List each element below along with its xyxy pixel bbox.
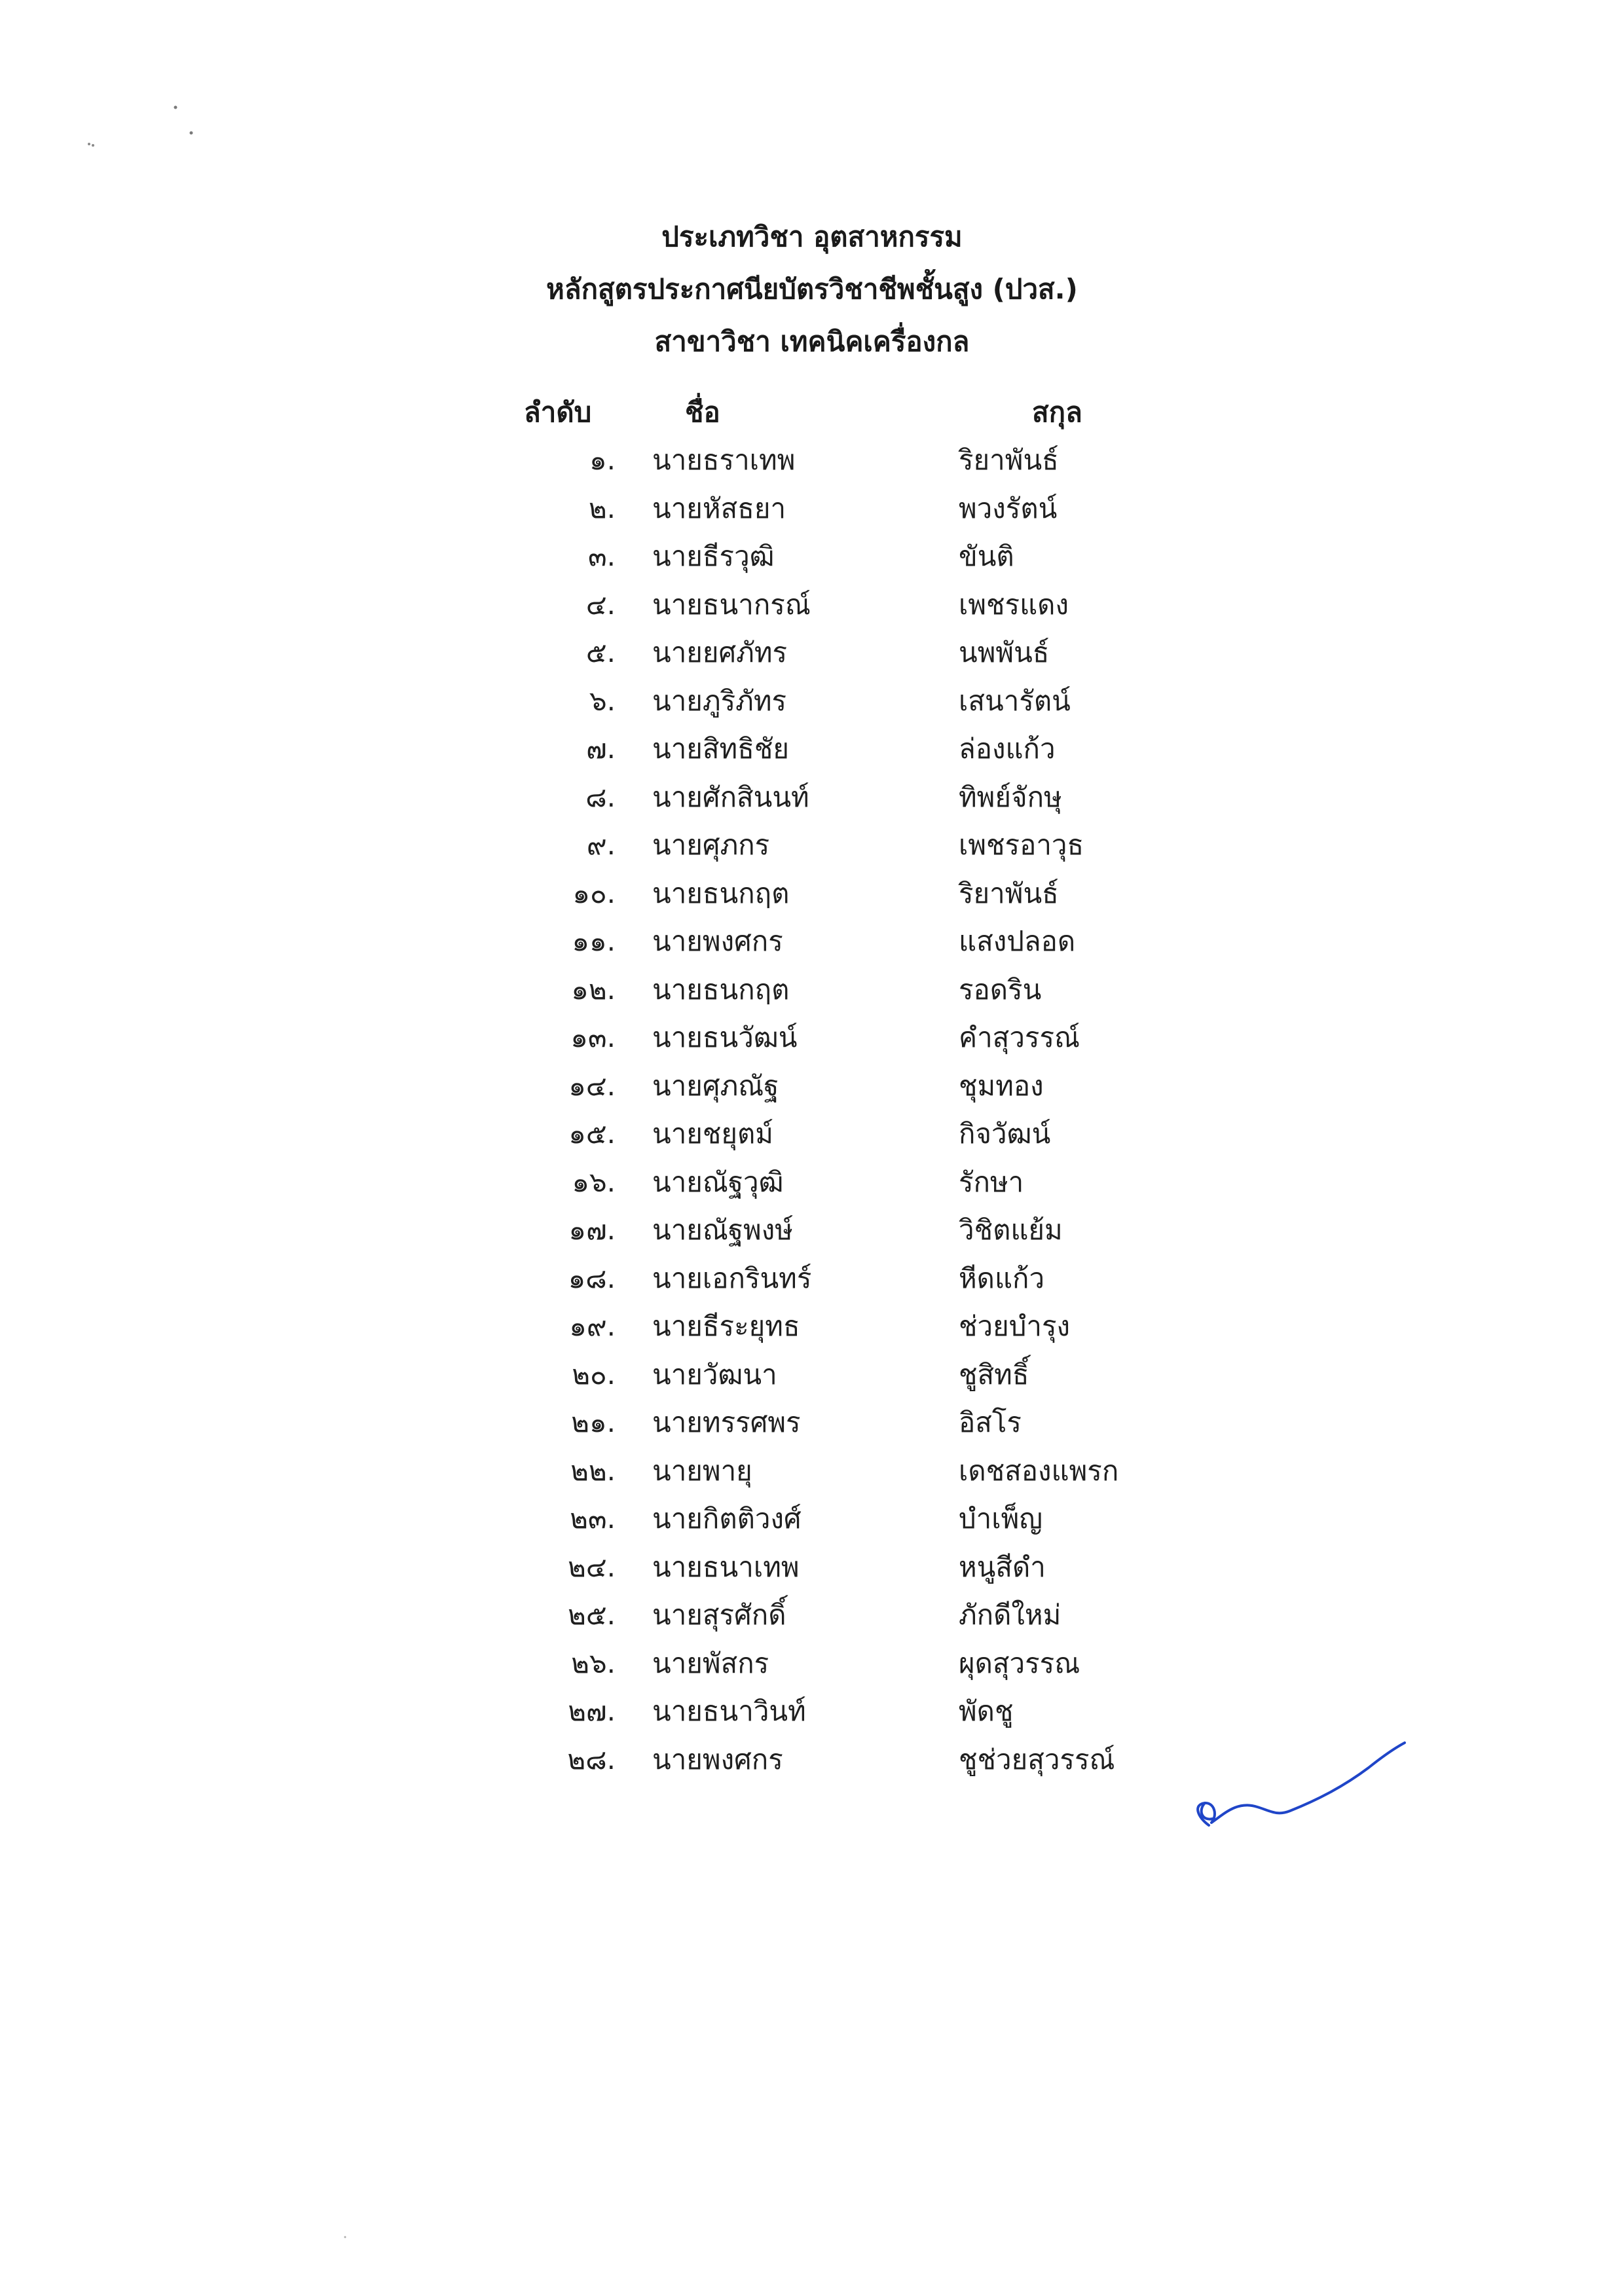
row-last-name: พวงรัตน์: [959, 492, 1058, 524]
row-order-number: ๑๒.: [571, 973, 616, 1006]
table-row: [0, 629, 1624, 677]
row-last-name: ภักดีใหม่: [959, 1599, 1061, 1631]
row-last-name: เสนารัตน์: [959, 684, 1071, 717]
scan-speck: [344, 2236, 346, 2238]
row-first-name: นายธนกฤต: [652, 877, 790, 909]
row-order-number: ๒๓.: [570, 1503, 616, 1535]
table-row: [0, 725, 1624, 773]
row-first-name: นายวัฒนา: [652, 1358, 777, 1391]
row-order-number: ๒๒.: [570, 1454, 616, 1487]
row-first-name: นายเอกรินทร์: [652, 1262, 812, 1294]
row-first-name: นายหัสธยา: [652, 492, 786, 524]
table-row: [0, 1447, 1624, 1495]
row-last-name: เพชรแดง: [959, 588, 1069, 621]
title-curriculum: หลักสูตรประกาศนียบัตรวิชาชีพชั้นสูง (ปวส.): [546, 273, 1078, 305]
row-last-name: วิชิตแย้ม: [959, 1214, 1063, 1246]
row-order-number: ๒๗.: [568, 1695, 616, 1727]
row-first-name: นายธีระยุทธ: [652, 1310, 800, 1342]
row-first-name: นายพัสกร: [652, 1647, 769, 1679]
table-row: [0, 484, 1624, 533]
row-first-name: นายธนวัฒน์: [652, 1021, 798, 1053]
table-row: [0, 917, 1624, 966]
title-program-type: ประเภทวิชา อุตสาหกรรม: [661, 221, 963, 253]
title-major: สาขาวิชา เทคนิคเครื่องกล: [654, 325, 970, 357]
row-last-name: ชุมทอง: [959, 1069, 1044, 1102]
row-first-name: นายทรรศพร: [652, 1406, 801, 1438]
row-order-number: ๑๓.: [570, 1021, 616, 1053]
table-row: [0, 581, 1624, 629]
row-order-number: ๕.: [585, 636, 616, 668]
row-last-name: เพชรอาวุธ: [959, 829, 1084, 861]
row-last-name: คำสุวรรณ์: [959, 1021, 1080, 1053]
signature: [1179, 1676, 1414, 1846]
row-order-number: ๙.: [586, 829, 616, 861]
row-order-number: ๑๙.: [569, 1310, 616, 1342]
row-first-name: นายธนาเทพ: [652, 1550, 800, 1583]
row-last-name: หนูสีดำ: [959, 1550, 1046, 1583]
row-first-name: นายสิทธิชัย: [652, 733, 789, 765]
table-row: [0, 1062, 1624, 1110]
table-row: [0, 1591, 1624, 1639]
header-first-name: ชื่อ: [685, 396, 720, 428]
row-last-name: ชูสิทธิ์: [959, 1358, 1029, 1391]
row-last-name: รอดริน: [959, 973, 1042, 1006]
row-first-name: นายยศภัทร: [652, 636, 788, 668]
title-block: [0, 211, 1624, 368]
row-last-name: ผุดสุวรรณ: [959, 1647, 1080, 1679]
row-last-name: อิสโร: [959, 1406, 1022, 1438]
row-last-name: ริยาพันธ์: [959, 444, 1059, 476]
row-last-name: ริยาพันธ์: [959, 877, 1059, 909]
row-last-name: เดชสองแพรก: [959, 1454, 1119, 1487]
row-first-name: นายธราเทพ: [652, 444, 796, 476]
table-row: [0, 1351, 1624, 1399]
table-row: [0, 1110, 1624, 1158]
header-last-name: สกุล: [1032, 396, 1082, 428]
table-row: [0, 821, 1624, 869]
row-last-name: รักษา: [959, 1165, 1024, 1198]
table-header: [0, 386, 1624, 439]
scan-speck: [190, 132, 193, 135]
table-row: [0, 1302, 1624, 1351]
table-row: [0, 773, 1624, 822]
row-first-name: นายณัฐพงษ์: [652, 1214, 793, 1246]
row-order-number: ๑.: [589, 444, 616, 476]
row-first-name: นายสุรศักดิ์: [652, 1599, 786, 1631]
row-first-name: นายพงศกร: [652, 925, 783, 957]
table-row: [0, 436, 1624, 484]
table-row: [0, 1543, 1624, 1592]
row-last-name: ช่วยบำรุง: [959, 1310, 1071, 1342]
row-last-name: ล่องแก้ว: [959, 733, 1056, 765]
table-row: [0, 1254, 1624, 1303]
row-order-number: ๘.: [585, 780, 616, 813]
row-first-name: นายธนาวินท์: [652, 1695, 806, 1727]
scan-speck: [174, 106, 177, 109]
row-first-name: นายชยุตม์: [652, 1118, 773, 1150]
row-last-name: พัดชู: [959, 1695, 1014, 1727]
row-first-name: นายธนกฤต: [652, 973, 790, 1006]
row-order-number: ๓.: [587, 540, 616, 572]
row-order-number: ๒๕.: [568, 1599, 616, 1631]
row-order-number: ๑๖.: [572, 1165, 616, 1198]
row-last-name: แสงปลอด: [959, 925, 1076, 957]
row-first-name: นายภูริภัทร: [652, 684, 787, 717]
row-first-name: นายศุภณัฐ: [652, 1069, 779, 1102]
row-first-name: นายศักสินนท์: [652, 780, 809, 813]
row-first-name: นายพายุ: [652, 1454, 752, 1487]
table-row: [0, 1013, 1624, 1062]
row-order-number: ๑๗.: [568, 1214, 616, 1246]
row-order-number: ๒๑.: [571, 1406, 616, 1438]
row-order-number: ๑๘.: [568, 1262, 616, 1294]
row-last-name: ชูช่วยสุวรรณ์: [959, 1743, 1115, 1776]
row-first-name: นายธนากรณ์: [652, 588, 811, 621]
student-list: [0, 436, 1624, 1783]
row-order-number: ๗.: [586, 733, 616, 765]
row-order-number: ๑๔.: [568, 1069, 616, 1102]
row-first-name: นายศุภกร: [652, 829, 770, 861]
row-first-name: นายธีรวุฒิ: [652, 540, 775, 572]
row-order-number: ๖.: [589, 684, 616, 717]
row-last-name: ทิพย์จักษุ: [959, 780, 1062, 813]
table-row: [0, 677, 1624, 725]
table-row: [0, 1398, 1624, 1447]
row-last-name: บำเพ็ญ: [959, 1503, 1043, 1535]
table-row: [0, 532, 1624, 581]
row-last-name: กิจวัฒน์: [959, 1118, 1051, 1150]
row-last-name: ขันติ: [959, 540, 1014, 572]
row-order-number: ๑๑.: [572, 925, 616, 957]
row-order-number: ๔.: [585, 588, 616, 621]
header-order: ลำดับ: [524, 396, 592, 428]
row-order-number: ๒๐.: [572, 1358, 616, 1391]
row-order-number: ๒๖.: [571, 1647, 616, 1679]
row-first-name: นายณัฐวุฒิ: [652, 1165, 784, 1198]
table-row: [0, 1158, 1624, 1207]
table-row: [0, 1495, 1624, 1543]
row-order-number: ๒๔.: [568, 1550, 616, 1583]
row-last-name: นพพันธ์: [959, 636, 1050, 668]
row-order-number: ๑๕.: [568, 1118, 616, 1150]
scan-speck: [88, 143, 90, 145]
row-last-name: หีดแก้ว: [959, 1262, 1045, 1294]
scan-speck: [92, 144, 94, 147]
table-row: [0, 869, 1624, 918]
table-row: [0, 1206, 1624, 1254]
row-first-name: นายกิตติวงศ์: [652, 1503, 802, 1535]
table-row: [0, 966, 1624, 1014]
row-order-number: ๒๘.: [567, 1743, 616, 1776]
row-order-number: ๒.: [588, 492, 616, 524]
row-order-number: ๑๐.: [572, 877, 616, 909]
row-first-name: นายพงศกร: [652, 1743, 783, 1776]
